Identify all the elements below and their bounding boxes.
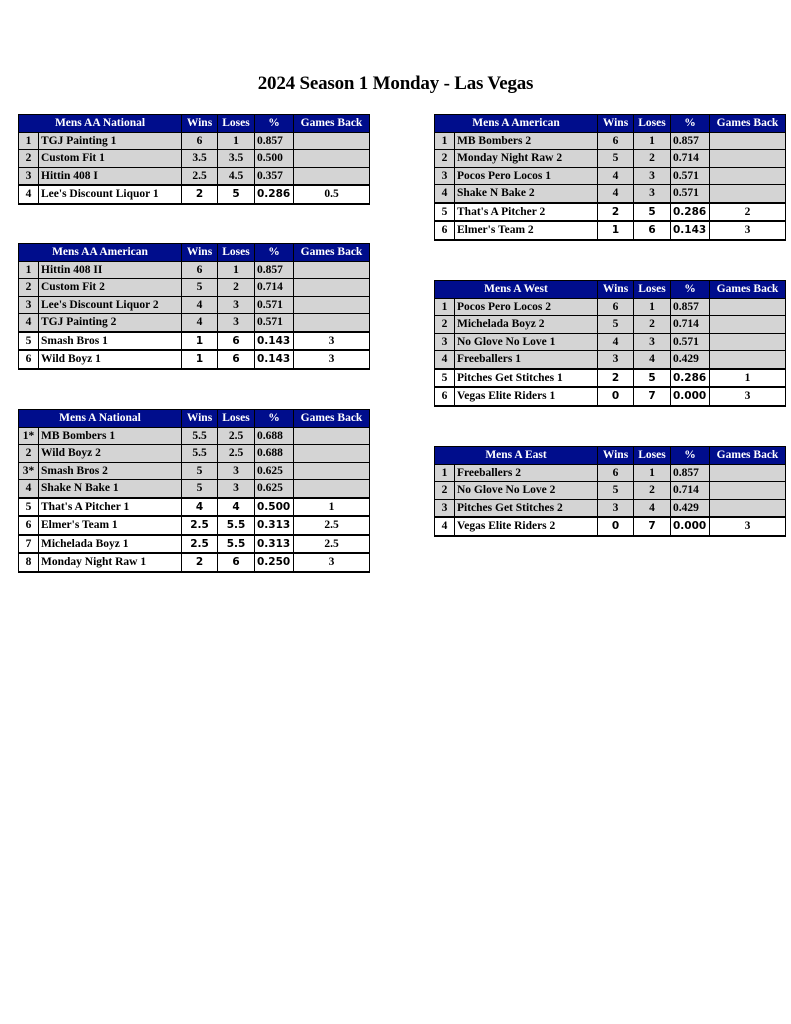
rank-cell: 5 xyxy=(19,498,39,517)
pct-header: % xyxy=(255,244,294,262)
loses-cell: 4 xyxy=(218,498,255,517)
team-name-cell: Lee's Discount Liquor 1 xyxy=(39,185,182,204)
pct-cell: 0.571 xyxy=(671,185,710,203)
team-name-cell: Monday Night Raw 1 xyxy=(39,553,182,572)
team-name-cell: Monday Night Raw 2 xyxy=(455,150,598,168)
rank-cell: 4 xyxy=(19,480,39,498)
games-back-cell xyxy=(710,167,786,185)
wins-cell: 6 xyxy=(598,464,634,482)
table-header-row xyxy=(19,115,370,133)
loses-cell: 2.5 xyxy=(218,445,255,463)
games-back-cell: 2 xyxy=(710,203,786,222)
wins-header: Wins xyxy=(598,115,634,133)
games-back-cell xyxy=(710,150,786,168)
pct-cell: 0.000 xyxy=(671,517,710,536)
wins-cell: 6 xyxy=(182,261,218,279)
loses-cell: 2.5 xyxy=(218,427,255,445)
rank-cell: 1 xyxy=(435,298,455,316)
loses-cell: 5 xyxy=(634,369,671,388)
table-row xyxy=(435,185,786,203)
wins-cell: 0 xyxy=(598,517,634,536)
wins-header: Wins xyxy=(598,281,634,299)
wins-cell: 5 xyxy=(182,279,218,297)
games-back-cell: 1 xyxy=(294,498,370,517)
division-name: Mens AA American xyxy=(19,244,182,262)
division-name: Mens A American xyxy=(435,115,598,133)
team-name-cell: TGJ Painting 1 xyxy=(39,132,182,150)
wins-cell: 2.5 xyxy=(182,516,218,535)
pct-cell: 0.714 xyxy=(255,279,294,297)
games-back-cell xyxy=(710,316,786,334)
rank-cell: 4 xyxy=(19,185,39,204)
games-back-cell xyxy=(710,298,786,316)
pct-header: % xyxy=(255,410,294,428)
loses-cell: 7 xyxy=(634,517,671,536)
loses-cell: 3.5 xyxy=(218,150,255,168)
loses-cell: 2 xyxy=(218,279,255,297)
table-row xyxy=(19,498,370,517)
table-row xyxy=(19,150,370,168)
games-back-cell xyxy=(294,296,370,314)
rank-cell: 1 xyxy=(435,132,455,150)
games-back-cell xyxy=(710,333,786,351)
wins-cell: 3.5 xyxy=(182,150,218,168)
standings-table-a-west xyxy=(434,280,786,407)
team-name-cell: Wild Boyz 2 xyxy=(39,445,182,463)
loses-cell: 3 xyxy=(634,333,671,351)
table-row xyxy=(19,167,370,185)
team-name-cell: Elmer's Team 2 xyxy=(455,221,598,240)
wins-header: Wins xyxy=(182,410,218,428)
pct-cell: 0.857 xyxy=(671,298,710,316)
pct-header: % xyxy=(671,281,710,299)
table-row xyxy=(435,464,786,482)
wins-header: Wins xyxy=(598,447,634,465)
table-header-row xyxy=(19,410,370,428)
rank-cell: 4 xyxy=(435,517,455,536)
pct-cell: 0.143 xyxy=(255,332,294,351)
team-name-cell: Elmer's Team 1 xyxy=(39,516,182,535)
pct-cell: 0.714 xyxy=(671,150,710,168)
wins-cell: 4 xyxy=(598,185,634,203)
rank-cell: 8 xyxy=(19,553,39,572)
loses-cell: 2 xyxy=(634,316,671,334)
table-row xyxy=(19,132,370,150)
table-row xyxy=(19,535,370,554)
games-back-cell: 3 xyxy=(710,387,786,406)
pct-cell: 0.429 xyxy=(671,351,710,369)
loses-cell: 1 xyxy=(218,261,255,279)
loses-cell: 3 xyxy=(634,167,671,185)
pct-cell: 0.857 xyxy=(671,132,710,150)
loses-header: Loses xyxy=(634,447,671,465)
loses-header: Loses xyxy=(634,281,671,299)
games-back-cell xyxy=(710,132,786,150)
rank-cell: 4 xyxy=(435,351,455,369)
pct-cell: 0.286 xyxy=(255,185,294,204)
team-name-cell: Pocos Pero Locos 1 xyxy=(455,167,598,185)
table-row xyxy=(19,480,370,498)
pct-cell: 0.313 xyxy=(255,535,294,554)
loses-cell: 2 xyxy=(634,150,671,168)
table-row xyxy=(19,332,370,351)
games-back-header: Games Back xyxy=(294,410,370,428)
games-back-cell xyxy=(710,185,786,203)
games-back-cell: 3 xyxy=(710,221,786,240)
wins-cell: 1 xyxy=(598,221,634,240)
rank-cell: 3 xyxy=(19,296,39,314)
team-name-cell: MB Bombers 2 xyxy=(455,132,598,150)
loses-cell: 2 xyxy=(634,482,671,500)
team-name-cell: No Glove No Love 2 xyxy=(455,482,598,500)
rank-cell: 2 xyxy=(19,445,39,463)
wins-cell: 5.5 xyxy=(182,445,218,463)
pct-cell: 0.625 xyxy=(255,462,294,480)
rank-cell: 1 xyxy=(19,132,39,150)
rank-cell: 7 xyxy=(19,535,39,554)
table-header-row xyxy=(435,115,786,133)
team-name-cell: Vegas Elite Riders 2 xyxy=(455,517,598,536)
wins-cell: 5 xyxy=(598,150,634,168)
games-back-cell: 3 xyxy=(294,553,370,572)
loses-cell: 3 xyxy=(634,185,671,203)
rank-cell: 6 xyxy=(435,387,455,406)
wins-cell: 4 xyxy=(598,167,634,185)
games-back-cell xyxy=(294,167,370,185)
loses-cell: 6 xyxy=(218,332,255,351)
games-back-cell: 1 xyxy=(710,369,786,388)
pct-cell: 0.143 xyxy=(255,350,294,369)
wins-cell: 1 xyxy=(182,332,218,351)
rank-cell: 6 xyxy=(19,350,39,369)
loses-header: Loses xyxy=(634,115,671,133)
pct-cell: 0.286 xyxy=(671,203,710,222)
wins-cell: 2 xyxy=(598,369,634,388)
team-name-cell: Vegas Elite Riders 1 xyxy=(455,387,598,406)
pct-cell: 0.571 xyxy=(255,314,294,332)
loses-cell: 1 xyxy=(634,298,671,316)
loses-header: Loses xyxy=(218,410,255,428)
rank-cell: 2 xyxy=(19,279,39,297)
wins-header: Wins xyxy=(182,244,218,262)
wins-cell: 5.5 xyxy=(182,427,218,445)
pct-cell: 0.688 xyxy=(255,445,294,463)
games-back-cell: 3 xyxy=(294,332,370,351)
wins-cell: 3 xyxy=(598,499,634,517)
team-name-cell: Wild Boyz 1 xyxy=(39,350,182,369)
games-back-cell xyxy=(294,150,370,168)
games-back-cell xyxy=(710,351,786,369)
rank-cell: 5 xyxy=(435,203,455,222)
table-row xyxy=(435,132,786,150)
games-back-cell xyxy=(710,464,786,482)
loses-cell: 3 xyxy=(218,462,255,480)
team-name-cell: That's A Pitcher 2 xyxy=(455,203,598,222)
games-back-header: Games Back xyxy=(294,244,370,262)
wins-cell: 2 xyxy=(598,203,634,222)
pct-cell: 0.571 xyxy=(671,167,710,185)
table-header-row xyxy=(435,281,786,299)
rank-cell: 3 xyxy=(435,167,455,185)
loses-cell: 7 xyxy=(634,387,671,406)
pct-cell: 0.857 xyxy=(255,132,294,150)
pct-cell: 0.857 xyxy=(671,464,710,482)
wins-cell: 1 xyxy=(182,350,218,369)
team-name-cell: TGJ Painting 2 xyxy=(39,314,182,332)
table-row xyxy=(19,185,370,204)
games-back-cell: 3 xyxy=(294,350,370,369)
table-row xyxy=(435,203,786,222)
wins-cell: 5 xyxy=(598,482,634,500)
table-row xyxy=(19,350,370,369)
pct-cell: 0.625 xyxy=(255,480,294,498)
team-name-cell: Smash Bros 2 xyxy=(39,462,182,480)
team-name-cell: Smash Bros 1 xyxy=(39,332,182,351)
games-back-header: Games Back xyxy=(710,281,786,299)
games-back-cell xyxy=(294,462,370,480)
table-row xyxy=(19,314,370,332)
pct-cell: 0.500 xyxy=(255,150,294,168)
pct-cell: 0.571 xyxy=(255,296,294,314)
table-row xyxy=(19,427,370,445)
games-back-cell: 2.5 xyxy=(294,516,370,535)
loses-cell: 3 xyxy=(218,480,255,498)
pct-header: % xyxy=(671,447,710,465)
team-name-cell: Custom Fit 2 xyxy=(39,279,182,297)
loses-header: Loses xyxy=(218,244,255,262)
loses-cell: 5 xyxy=(634,203,671,222)
games-back-cell xyxy=(294,314,370,332)
pct-cell: 0.143 xyxy=(671,221,710,240)
pct-cell: 0.714 xyxy=(671,482,710,500)
loses-cell: 4 xyxy=(634,499,671,517)
rank-cell: 2 xyxy=(435,482,455,500)
rank-cell: 2 xyxy=(435,316,455,334)
standings-table-a-east xyxy=(434,446,786,537)
games-back-cell xyxy=(294,427,370,445)
rank-cell: 3 xyxy=(435,333,455,351)
standings-table-a-national xyxy=(18,409,370,573)
table-header-row xyxy=(19,244,370,262)
team-name-cell: Lee's Discount Liquor 2 xyxy=(39,296,182,314)
loses-header: Loses xyxy=(218,115,255,133)
wins-cell: 2.5 xyxy=(182,535,218,554)
loses-cell: 6 xyxy=(218,350,255,369)
pct-cell: 0.357 xyxy=(255,167,294,185)
loses-cell: 3 xyxy=(218,314,255,332)
pct-header: % xyxy=(671,115,710,133)
rank-cell: 4 xyxy=(435,185,455,203)
loses-cell: 1 xyxy=(634,464,671,482)
team-name-cell: Custom Fit 1 xyxy=(39,150,182,168)
division-name: Mens A West xyxy=(435,281,598,299)
rank-cell: 6 xyxy=(435,221,455,240)
table-row xyxy=(19,445,370,463)
standings-table-a-american xyxy=(434,114,786,241)
pct-cell: 0.313 xyxy=(255,516,294,535)
table-row xyxy=(435,150,786,168)
loses-cell: 3 xyxy=(218,296,255,314)
team-name-cell: MB Bombers 1 xyxy=(39,427,182,445)
rank-cell: 1 xyxy=(435,464,455,482)
page-title: 2024 Season 1 Monday - Las Vegas xyxy=(257,73,534,94)
pct-cell: 0.857 xyxy=(255,261,294,279)
wins-cell: 4 xyxy=(182,498,218,517)
division-name: Mens A East xyxy=(435,447,598,465)
team-name-cell: Pocos Pero Locos 2 xyxy=(455,298,598,316)
games-back-cell xyxy=(294,279,370,297)
pct-cell: 0.429 xyxy=(671,499,710,517)
table-row xyxy=(435,298,786,316)
wins-cell: 4 xyxy=(182,296,218,314)
games-back-cell xyxy=(294,480,370,498)
rank-cell: 4 xyxy=(19,314,39,332)
table-row xyxy=(19,462,370,480)
team-name-cell: Shake N Bake 2 xyxy=(455,185,598,203)
games-back-header: Games Back xyxy=(294,115,370,133)
rank-cell: 2 xyxy=(19,150,39,168)
wins-cell: 5 xyxy=(182,480,218,498)
team-name-cell: Pitches Get Stitches 1 xyxy=(455,369,598,388)
rank-cell: 1* xyxy=(19,427,39,445)
wins-cell: 2.5 xyxy=(182,167,218,185)
wins-cell: 6 xyxy=(598,298,634,316)
standings-table-aa-national xyxy=(18,114,370,205)
wins-cell: 2 xyxy=(182,185,218,204)
loses-cell: 1 xyxy=(634,132,671,150)
pct-cell: 0.714 xyxy=(671,316,710,334)
rank-cell: 3* xyxy=(19,462,39,480)
wins-cell: 0 xyxy=(598,387,634,406)
wins-cell: 5 xyxy=(182,462,218,480)
rank-cell: 6 xyxy=(19,516,39,535)
rank-cell: 2 xyxy=(435,150,455,168)
rank-cell: 1 xyxy=(19,261,39,279)
pct-header: % xyxy=(255,115,294,133)
table-header-row xyxy=(435,447,786,465)
games-back-cell xyxy=(710,499,786,517)
table-row xyxy=(435,369,786,388)
table-row xyxy=(19,261,370,279)
wins-cell: 3 xyxy=(598,351,634,369)
games-back-cell: 2.5 xyxy=(294,535,370,554)
table-row xyxy=(435,517,786,536)
rank-cell: 5 xyxy=(19,332,39,351)
games-back-header: Games Back xyxy=(710,447,786,465)
loses-cell: 1 xyxy=(218,132,255,150)
rank-cell: 3 xyxy=(435,499,455,517)
division-name: Mens AA National xyxy=(19,115,182,133)
team-name-cell: No Glove No Love 1 xyxy=(455,333,598,351)
team-name-cell: Shake N Bake 1 xyxy=(39,480,182,498)
pct-cell: 0.500 xyxy=(255,498,294,517)
team-name-cell: Pitches Get Stitches 2 xyxy=(455,499,598,517)
games-back-header: Games Back xyxy=(710,115,786,133)
team-name-cell: Michelada Boyz 2 xyxy=(455,316,598,334)
table-row xyxy=(435,221,786,240)
table-row xyxy=(19,296,370,314)
games-back-cell xyxy=(294,132,370,150)
wins-cell: 5 xyxy=(598,316,634,334)
team-name-cell: Michelada Boyz 1 xyxy=(39,535,182,554)
loses-cell: 5.5 xyxy=(218,535,255,554)
pct-cell: 0.688 xyxy=(255,427,294,445)
pct-cell: 0.250 xyxy=(255,553,294,572)
pct-cell: 0.571 xyxy=(671,333,710,351)
team-name-cell: That's A Pitcher 1 xyxy=(39,498,182,517)
rank-cell: 5 xyxy=(435,369,455,388)
games-back-cell: 0.5 xyxy=(294,185,370,204)
team-name-cell: Hittin 408 I xyxy=(39,167,182,185)
games-back-cell xyxy=(294,445,370,463)
table-row xyxy=(435,316,786,334)
division-name: Mens A National xyxy=(19,410,182,428)
games-back-cell xyxy=(710,482,786,500)
games-back-cell: 3 xyxy=(710,517,786,536)
wins-cell: 6 xyxy=(598,132,634,150)
wins-cell: 4 xyxy=(182,314,218,332)
table-row xyxy=(435,333,786,351)
loses-cell: 4.5 xyxy=(218,167,255,185)
team-name-cell: Hittin 408 II xyxy=(39,261,182,279)
table-row xyxy=(19,516,370,535)
rank-cell: 3 xyxy=(19,167,39,185)
table-row xyxy=(19,279,370,297)
wins-cell: 2 xyxy=(182,553,218,572)
loses-cell: 5.5 xyxy=(218,516,255,535)
team-name-cell: Freeballers 2 xyxy=(455,464,598,482)
loses-cell: 6 xyxy=(218,553,255,572)
loses-cell: 5 xyxy=(218,185,255,204)
wins-cell: 6 xyxy=(182,132,218,150)
loses-cell: 4 xyxy=(634,351,671,369)
table-row xyxy=(435,482,786,500)
wins-header: Wins xyxy=(182,115,218,133)
table-row xyxy=(435,351,786,369)
table-row xyxy=(435,499,786,517)
standings-table-aa-american xyxy=(18,243,370,370)
table-row xyxy=(19,553,370,572)
table-row xyxy=(435,167,786,185)
pct-cell: 0.286 xyxy=(671,369,710,388)
loses-cell: 6 xyxy=(634,221,671,240)
wins-cell: 4 xyxy=(598,333,634,351)
team-name-cell: Freeballers 1 xyxy=(455,351,598,369)
games-back-cell xyxy=(294,261,370,279)
pct-cell: 0.000 xyxy=(671,387,710,406)
table-row xyxy=(435,387,786,406)
